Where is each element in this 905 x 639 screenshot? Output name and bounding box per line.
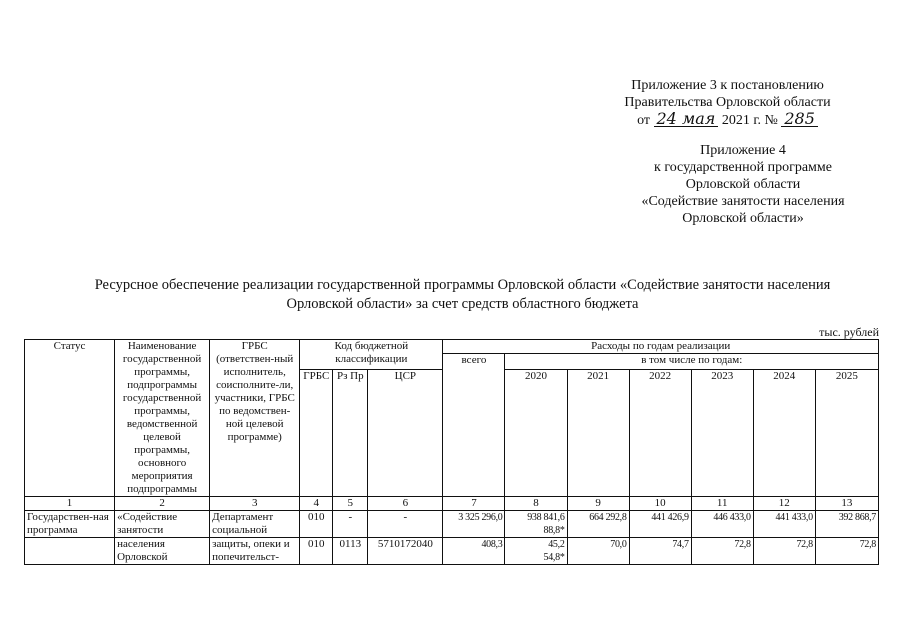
date-prefix: от: [637, 113, 650, 128]
row-2025: 72,8: [815, 538, 878, 565]
header-code-grbs: ГРБС: [300, 370, 333, 497]
row-code-csr: -: [368, 511, 443, 538]
decree-date-line: [595, 111, 860, 129]
header-status: Статус: [25, 340, 115, 497]
row-name: «Содействие занятости: [115, 511, 210, 538]
appendix-4-line-1: Приложение 4: [700, 143, 786, 158]
appendix-3-line-2: Правительства Орловской области: [624, 95, 831, 110]
row-2022: 74,7: [629, 538, 691, 565]
header-year-2021: 2021: [567, 370, 629, 497]
title-line-2: Орловской области» за счет средств областного бюджета: [286, 296, 639, 312]
col-number: 2: [115, 497, 210, 511]
appendix-3-line-1: Приложение 3 к постановлению: [631, 78, 824, 93]
appendix-4-line-4: «Содействие занятости населения: [641, 194, 845, 209]
row-status: Государствен-ная программа: [25, 511, 115, 538]
header-year-2024: 2024: [753, 370, 815, 497]
table-row: [25, 538, 879, 565]
row-2024: 441 433,0: [753, 511, 815, 538]
col-number: 12: [753, 497, 815, 511]
header-year-2022: 2022: [629, 370, 691, 497]
header-name: Наименование государственной программы, подпрограммы государственной программы, ведомственной целевой программы, основного мероприятия подпрограммы: [115, 340, 210, 497]
units-label: тыс. рублей: [819, 325, 879, 339]
col-number: 1: [25, 497, 115, 511]
title-line-1: Ресурсное обеспечение реализации государственной программы Орловской области «Содействие занятости населения: [94, 277, 831, 293]
header-grbs: ГРБС (ответствен-ный исполнитель, соисполните-ли, участники, ГРБС по ведомствен-ной целевой программе): [210, 340, 300, 497]
header-expenses: Расходы по годам реализации: [443, 340, 879, 354]
handwritten-date: 24 мая: [654, 111, 719, 127]
row-2020: [505, 511, 567, 538]
row-total: 408,3: [443, 538, 505, 565]
row-code-rzpr: 0113: [333, 538, 368, 565]
column-number-row: [25, 497, 879, 511]
appendix-4-header: [618, 142, 868, 227]
row-2020-note: 88,8*: [543, 525, 565, 536]
col-number: 6: [368, 497, 443, 511]
col-number: 10: [629, 497, 691, 511]
col-number: 9: [567, 497, 629, 511]
col-number: 5: [333, 497, 368, 511]
row-code-grbs: 010: [300, 538, 333, 565]
document-title: [60, 276, 865, 314]
col-number: 7: [443, 497, 505, 511]
row-code-csr: 5710172040: [368, 538, 443, 565]
row-2020-value: 938 841,6: [527, 512, 565, 523]
header-row-1: [25, 340, 879, 354]
col-number: 8: [505, 497, 567, 511]
header-year-2023: 2023: [691, 370, 753, 497]
row-code-grbs: 010: [300, 511, 333, 538]
row-2020-note: 54,8*: [543, 552, 565, 563]
row-2020: [505, 538, 567, 565]
appendix-4-line-3: Орловской области: [685, 177, 801, 192]
col-number: 4: [300, 497, 333, 511]
resource-table: [24, 339, 879, 565]
header-total: всего: [443, 354, 505, 497]
appendix-4-line-5: Орловской области»: [682, 211, 804, 226]
col-number: 3: [210, 497, 300, 511]
row-2024: 72,8: [753, 538, 815, 565]
row-2025: 392 868,7: [815, 511, 878, 538]
header-year-2025: 2025: [815, 370, 878, 497]
row-grbs: Департамент социальной: [210, 511, 300, 538]
row-status: [25, 538, 115, 565]
row-2022: 441 426,9: [629, 511, 691, 538]
handwritten-number: 285: [781, 111, 818, 127]
row-2020-value: 45,2: [548, 539, 565, 550]
date-year: 2021 г. №: [721, 113, 778, 128]
row-2021: 664 292,8: [567, 511, 629, 538]
row-2023: 72,8: [691, 538, 753, 565]
row-code-rzpr: -: [333, 511, 368, 538]
header-code-csr: ЦСР: [368, 370, 443, 497]
header-by-years: в том числе по годам:: [505, 354, 879, 370]
row-2021: 70,0: [567, 538, 629, 565]
table-row: [25, 511, 879, 538]
col-number: 13: [815, 497, 878, 511]
row-grbs: защиты, опеки и попечительст-: [210, 538, 300, 565]
row-name: населения Орловской: [115, 538, 210, 565]
appendix-3-header: [595, 77, 860, 129]
header-budget-code: Код бюджетной классификации: [300, 340, 443, 370]
col-number: 11: [691, 497, 753, 511]
appendix-4-line-2: к государственной программе: [654, 160, 832, 175]
header-code-rzpr: Рз Пр: [333, 370, 368, 497]
header-year-2020: 2020: [505, 370, 567, 497]
row-2023: 446 433,0: [691, 511, 753, 538]
row-total: 3 325 296,0: [443, 511, 505, 538]
